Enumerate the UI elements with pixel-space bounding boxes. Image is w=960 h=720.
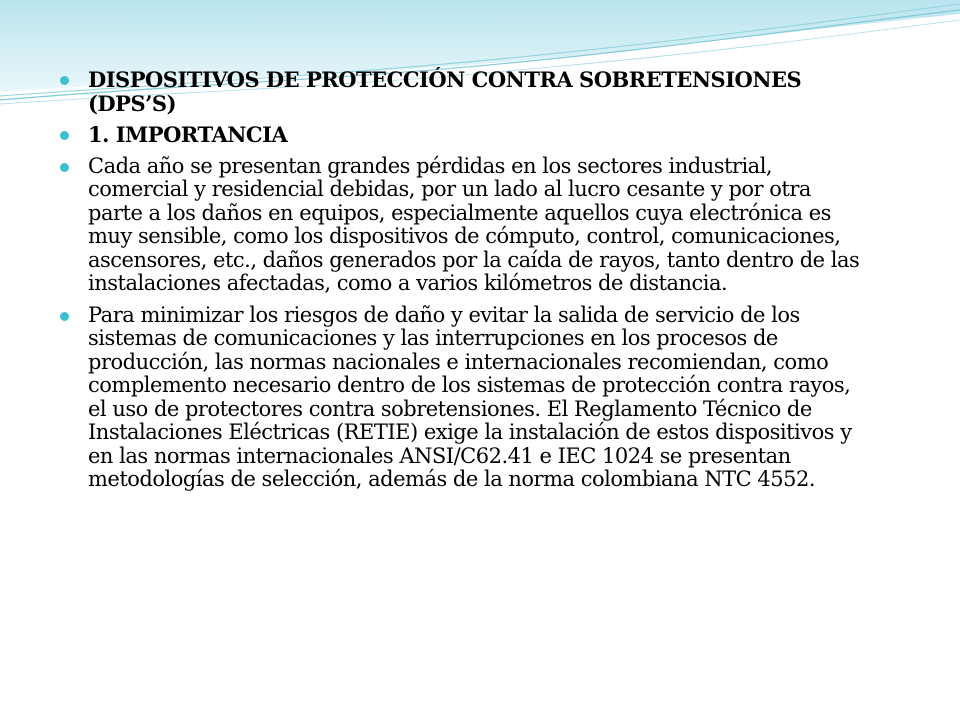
- bullet-text: DISPOSITIVOS DE PROTECCIÓN CONTRA SOBRETENSIONES (DPS’S): [88, 67, 802, 116]
- bullet-dot-icon: [60, 163, 69, 172]
- bullet-dot-icon: [60, 131, 69, 140]
- bullet-paragraph: [60, 304, 860, 492]
- bullet-title: [60, 68, 860, 115]
- bullet-heading: [60, 123, 860, 147]
- bullet-paragraph: [60, 155, 860, 296]
- bullet-text: Para minimizar los riesgos de daño y evitar la salida de servicio de los sistemas de comunicaciones y las interrupciones en los procesos de producción, las normas nacionales e internacionales recomiendan, como complemento necesario dentro de los sistemas de protección contra rayos, el uso de protectores contra sobretensiones. El Reglamento Técnico de Instalaciones Eléctricas (RETIE) exige la instalación de estos dispositivos y en las normas internacionales ANSI/C62.41 e IEC 1024 se presentan metodologías de selección, además de la norma colombiana NTC 4552.: [88, 302, 852, 491]
- bullet-text: Cada año se presentan grandes pérdidas en los sectores industrial, comercial y residencial debidas, por un lado al lucro cesante y por otra parte a los daños en equipos, especialmente aquellos cuya electrónica es muy sensible, como los dispositivos de cómputo, control, comunicaciones, ascensores, etc., daños generados por la caída de rayos, tanto dentro de las instalaciones afectadas, como a varios kilómetros de distancia.: [88, 153, 860, 295]
- bullet-dot-icon: [60, 76, 69, 85]
- bullet-text: 1. IMPORTANCIA: [88, 122, 288, 147]
- bullet-list: [60, 68, 860, 500]
- bullet-dot-icon: [60, 312, 69, 321]
